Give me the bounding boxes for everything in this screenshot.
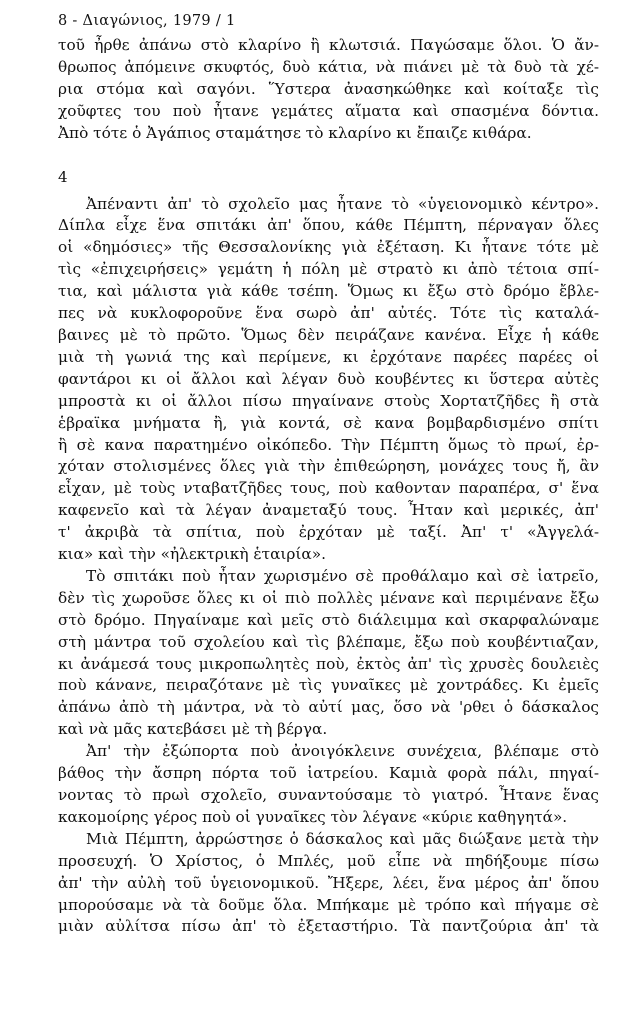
paragraph-2 <box>58 566 599 741</box>
text-line: Δίπλα εἶχε ἕνα σπιτάκι ἀπ' ὅπου, κάθε Πέμπτη, πέρναγαν ὅλες <box>58 216 599 235</box>
running-header <box>58 10 599 32</box>
text-line: μιὰ τὴ γωνιά της καὶ περίμενε, κι ἐρχότανε παρέες παρέες οἱ <box>58 347 599 366</box>
text-line: καφενεῖο καὶ τὰ λέγαν ἀναμεταξύ τους. Ἦταν καὶ μερικές, ἀπ' <box>58 501 599 520</box>
text-line: καὶ νὰ μᾶς κατεβάσει μὲ τὴ βέργα. <box>58 720 328 739</box>
text-line: προσευχή. Ὁ Χρίστος, ὁ Μπλές, μοῦ εἶπε νὰ πηδήξουμε πίσω <box>58 851 599 870</box>
text-line: πες νὰ κυκλοφοροῦνε ἕνα σωρὸ ἀπ' αὐτές. Τότε τὶς καταλά- <box>58 304 599 323</box>
text-line: στὸ δρόμο. Πηγαίναμε καὶ μεῖς στὸ διάλειμμα καὶ σκαρφαλώναμε <box>58 610 599 629</box>
text-line: μιὰν αὐλίτσα πίσω ἀπ' τὸ ἐξεταστήριο. Τὰ παντζούρια ἀπ' τὰ <box>58 917 599 936</box>
text-line: βάθος τὴν ἄσπρη πόρτα τοῦ ἰατρείου. Καμιὰ φορὰ πάλι, πηγαί- <box>58 764 599 783</box>
text-line: νοντας τὸ πρωὶ σχολεῖο, συναντούσαμε τὸ γιατρό. Ἦτανε ἕνας <box>58 786 599 804</box>
text-line: τ' ἀκριβὰ τὰ σπίτια, ποὺ ἐρχόταν μὲ ταξί. Ἀπ' τ' «Ἀγγελά- <box>58 523 599 542</box>
text-line: ἑβραϊκα μνήματα ἢ, γιὰ κοντά, σὲ κανα βομβαρδισμένο σπίτι <box>58 413 599 432</box>
text-line: Τὸ σπιτάκι ποὺ ἦταν χωρισμένο σὲ προθάλαμο καὶ σὲ ἰατρεῖο, <box>86 566 599 585</box>
text-line: τοῦ ἦρθε ἀπάνω στὸ κλαρίνο ἢ κλωτσιά. Παγώσαμε ὅλοι. Ὁ ἄν- <box>58 36 599 54</box>
text-line: κια» καὶ τὴν «ἠλεκτρικὴ ἑταιρία». <box>58 545 326 564</box>
text-line: Ἀπέναντι ἀπ' τὸ σχολεῖο μας ἦτανε τὸ «ὑγειονομικὸ κέντρο». <box>86 194 599 213</box>
section-number: 4 <box>58 167 68 186</box>
text-line: θρωπος ἀπόμεινε σκυφτός, δυὸ κάτια, νὰ πιάνει μὲ τὰ δυὸ τὰ χέ- <box>58 57 599 76</box>
text-line: μπροστὰ κι οἱ ἄλλοι πίσω πηγαίνανε στοὺς Χορτατζῆδες ἢ στὰ <box>58 391 599 410</box>
text-line: Μιὰ Πέμπτη, ἀρρώστησε ὁ δάσκαλος καὶ μᾶς διώξανε μετὰ τὴν <box>86 829 599 848</box>
text-line: ἢ σὲ κανα παρατημένο οἰκόπεδο. Τὴν Πέμπτη ὅμως τὸ πρωί, ἐρ- <box>58 435 599 454</box>
text-line: στὴ μάντρα τοῦ σχολείου καὶ τὶς βλέπαμε, ἔξω ποὺ κουβέντιαζαν, <box>58 632 599 651</box>
text-line: δὲν τὶς χωροῦσε ὅλες κι οἱ πιὸ πολλὲς μένανε καὶ περιμένανε ἔξω <box>58 588 599 607</box>
text-line: κακομοίρης γέρος ποὺ οἱ γυναῖκες τὸν λέγανε «κύριε καθηγητά». <box>58 807 568 826</box>
text-line: κι ἀνάμεσά τους μικροπωλητὲς ποὺ, ἐκτὸς ἀπ' τὶς χρυσὲς δουλειὲς <box>58 654 599 673</box>
text-line: εἶχαν, μὲ τοὺς νταβατζῆδες τους, ποὺ καθονταν παραπέρα, σ' ἕνα <box>58 479 599 498</box>
text-line: ποὺ κάνανε, πειραζότανε μὲ τὶς γυναῖκες μὲ χοντράδες. Κι ἐμεῖς <box>58 676 599 695</box>
text-line: βαινες μὲ τὸ πρῶτο. Ὅμως δὲν πειράζανε κανένα. Εἶχε ἡ κάθε <box>58 325 599 344</box>
text-line: μπορούσαμε νὰ τὰ δοῦμε ὅλα. Μπήκαμε μὲ τρόπο καὶ πήγαμε σὲ <box>58 895 599 914</box>
paragraph-3 <box>58 741 599 829</box>
page <box>58 10 599 938</box>
text-line: χοῦφτες του ποὺ ἦτανε γεμάτες αἵματα καὶ σπασμένα δόντια. <box>58 101 599 120</box>
text-line: ἀπ' τὴν αὐλὴ τοῦ ὑγειονομικοῦ. Ἤξερε, λέει, ἕνα μέρος ἀπ' ὅπου <box>58 873 599 892</box>
text-line: ρια στόμα καὶ σαγόνι. Ὕστερα ἀνασηκώθηκε καὶ κοίταξε τὶς <box>58 79 599 98</box>
text-line: Ἀπὸ τότε ὁ Ἀγάπιος σταμάτησε τὸ κλαρίνο κι ἔπαιζε κιθάρα. <box>58 123 532 142</box>
text-line: οἱ «δημόσιες» τῆς Θεσσαλονίκης γιὰ ἐξέταση. Κι ἦτανε τότε μὲ <box>58 238 599 257</box>
text-line: τια, καὶ μάλιστα γιὰ κάθε τσέπη. Ὅμως κι ἔξω στὸ δρόμο ἔβλε- <box>58 282 599 301</box>
text-line: ἀπάνω ἀπὸ τὴ μάντρα, νὰ τὸ αὐτί μας, ὅσο νὰ 'ρθει ὁ δάσκαλος <box>58 698 599 717</box>
page-label: 8 - Διαγώνιος, 1979 / 1 <box>58 13 236 29</box>
top-paragraph <box>58 35 599 145</box>
text-line: φαντάροι κι οἱ ἄλλοι καὶ λέγαν δυὸ κουβέντες κι ὕστερα αὐτὲς <box>58 369 599 388</box>
paragraph-1 <box>58 194 599 566</box>
text-line: χόταν στολισμένες ὅλες γιὰ τὴν ἐπιθεώρηση, μονάχες τους ἤ, ἂν <box>58 457 599 476</box>
text-line: τὶς «ἐπιχειρήσεις» γεμάτη ἡ πόλη μὲ στρατὸ κι ἀπὸ τέτοια σπί- <box>58 260 599 279</box>
paragraph-4 <box>58 829 599 939</box>
text-line: Ἀπ' τὴν ἐξώπορτα ποὺ ἀνοιγόκλεινε συνέχεια, βλέπαμε στὸ <box>86 742 599 761</box>
